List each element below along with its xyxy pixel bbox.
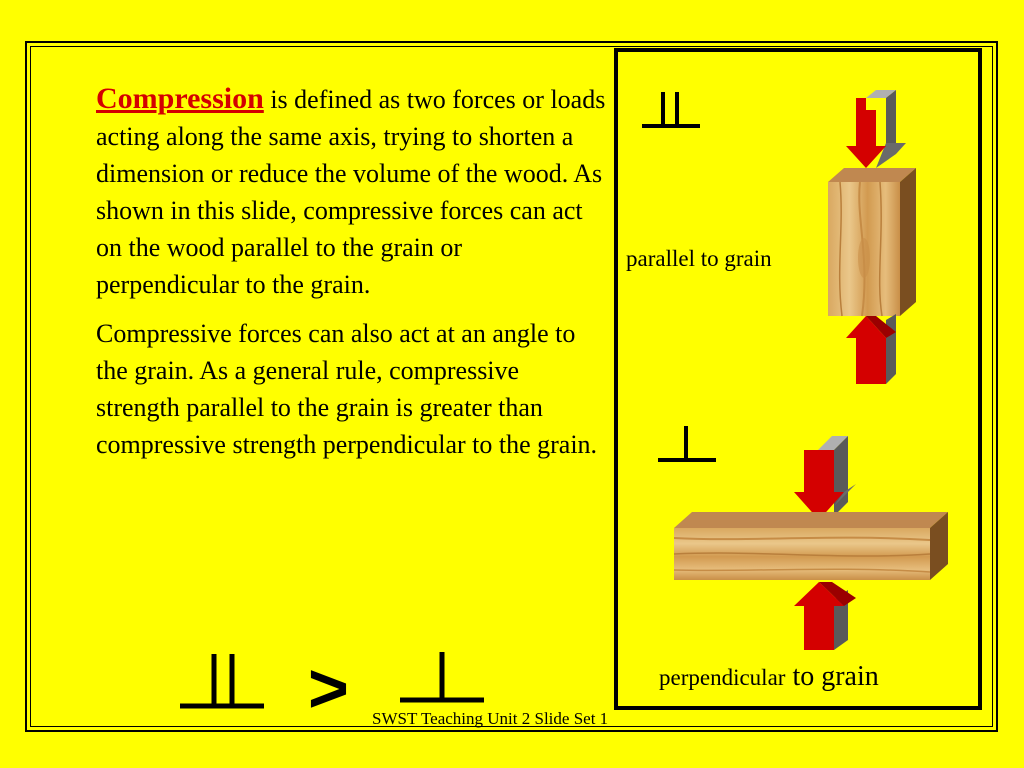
label-perpendicular-to-grain — [659, 661, 879, 693]
arrow-down-icon — [794, 436, 856, 520]
term-compression: Compression — [96, 82, 264, 115]
parallel-symbol-icon — [180, 654, 264, 706]
paragraph-definition — [96, 80, 606, 303]
parallel-compression-figure — [820, 88, 920, 388]
arrow-up-icon — [846, 314, 896, 384]
parallel-symbol-icon — [640, 88, 704, 132]
perpendicular-symbol-icon — [400, 652, 484, 700]
definition-text: is defined as two forces or loads acting along the same axis, trying to shorten a dimension or reduce the volume of the wood. As shown in this slide, compressive forces can act on the wood parallel to the grain or perpendicular to the grain. — [96, 85, 606, 299]
arrow-down-icon — [846, 90, 906, 168]
wood-block-icon — [674, 512, 948, 580]
perpendicular-compression-figure — [668, 430, 958, 654]
arrow-up-icon — [794, 582, 856, 650]
label-to-grain: to grain — [785, 661, 879, 692]
greater-than-icon: > — [308, 649, 349, 724]
body-text — [96, 80, 606, 463]
label-parallel-to-grain: parallel to grain — [626, 246, 772, 271]
paragraph-general-rule: Compressive forces can also act at an angle to the grain. As a general rule, compressive strength parallel to the grain is greater than compressive strength perpendicular to the grain. — [96, 319, 598, 459]
slide-footer: SWST Teaching Unit 2 Slide Set 1 — [372, 709, 609, 728]
label-perpendicular-word: perpendicular — [659, 665, 786, 690]
wood-block-icon — [828, 168, 916, 316]
